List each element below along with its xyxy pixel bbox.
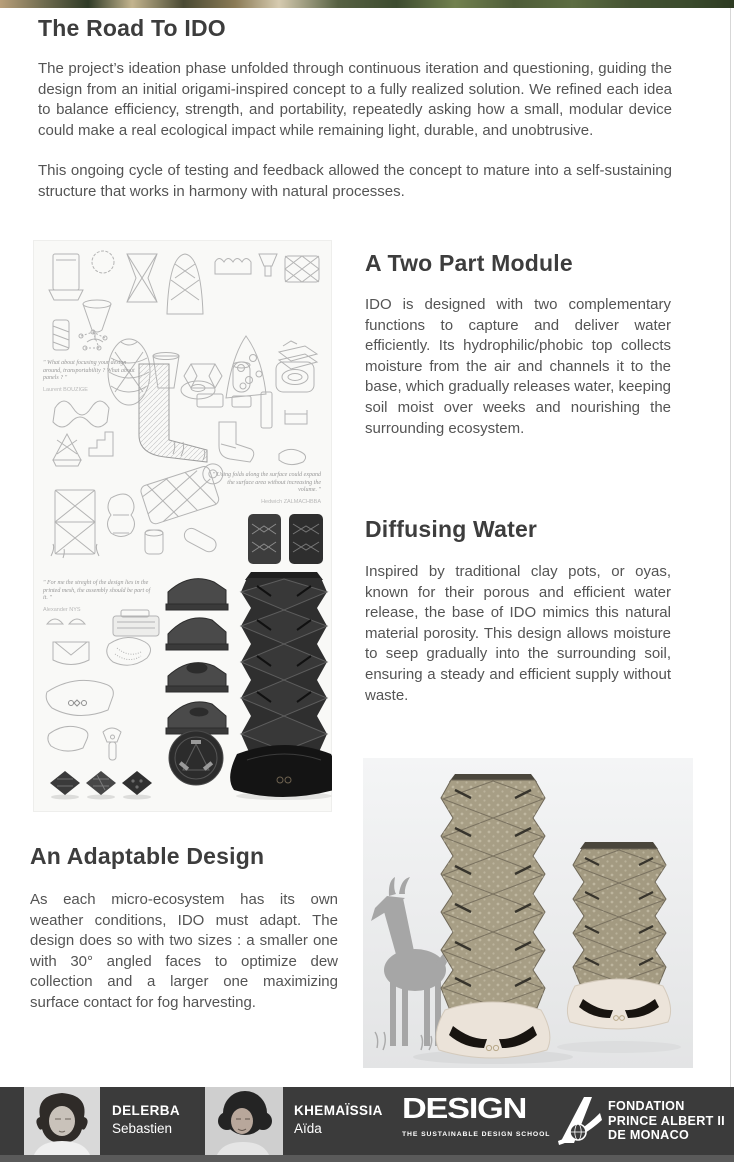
section-heading-adaptable-design: An Adaptable Design	[30, 843, 265, 869]
sketch-dark-swatches	[248, 514, 323, 564]
sustainable-design-school-logo	[402, 1091, 551, 1151]
sketch-collage-drawing	[33, 240, 332, 812]
footer-bar	[0, 1087, 734, 1155]
ideation-sketches-image	[33, 240, 332, 812]
member-photo-delerba	[24, 1087, 100, 1155]
intro-paragraph-1: The project’s ideation phase unfolded through continuous iteration and questioning, guiding the design from an initial origami-inspired concept to a fully realized solution. We refined each idea to balance efficiency, strength, and portability, repeatedly asking how a small, modular device could make a real ecological impact while remaining light, durable, and unobtrusive.	[38, 60, 672, 139]
school-logo-tagline: THE SUSTAINABLE DESIGN SCHOOL	[402, 1131, 551, 1138]
ido-short-tower	[567, 842, 670, 1029]
foundation-line-3: DE MONACO	[608, 1128, 690, 1143]
page-right-edge	[730, 8, 731, 1087]
sketch-quote-2	[211, 472, 321, 506]
fondation-prince-albert-logo	[556, 1095, 725, 1152]
ido-tall-tower	[436, 774, 550, 1058]
intro-paragraph-2: This ongoing cycle of testing and feedback allowed the concept to mature into a self-sustaining structure that works in harmony with natural processes.	[38, 162, 672, 200]
member-name-delerba	[112, 1103, 180, 1136]
sketch-quote-1-author: Laurent BOUZIGE	[43, 386, 88, 393]
school-logo-wordmark: DESIGN	[402, 1093, 527, 1125]
sketch-quote-3-text: " For me the streght of the design lies in the printed mesh, the assembly should be part of it. "	[43, 580, 151, 602]
section-body-two-part-module: IDO is designed with two complementary functions to capture and deliver water efficiently. Its hydrophilic/phobic top collects moisture from the air and channels it to the base, which gradually releases water, keeping soil moist over weeks and nourishing the surrounding ecosystem.	[365, 296, 672, 437]
member-name-khemaissia	[294, 1103, 383, 1136]
member-first-name: Aïda	[294, 1121, 322, 1136]
foundation-line-1: FONDATION	[608, 1099, 685, 1113]
foundation-line-2: PRINCE ALBERT II	[608, 1113, 725, 1128]
sketch-quote-3-author: Alexander NYS	[43, 606, 81, 613]
foundation-text	[608, 1099, 725, 1143]
intro-paragraphs	[38, 59, 672, 203]
sketch-quote-2-text: " Using folds along the surface could expand the surface area without increasing the volume. "	[212, 472, 321, 494]
sketch-quote-1	[43, 360, 145, 394]
product-render-drawing	[363, 758, 693, 1068]
sketch-quote-2-author: Hedwich ZALMACHBBA	[261, 498, 321, 505]
sketch-base-top-view	[169, 731, 223, 785]
section-heading-diffusing-water: Diffusing Water	[365, 516, 538, 542]
member-last-name: DELERBA	[112, 1103, 181, 1118]
product-photo	[363, 758, 693, 1068]
member-photo-khemaissia	[205, 1087, 283, 1155]
section-body-diffusing-water: Inspired by traditional clay pots, or oyas, known for their porous and efficient water release, the base of IDO mimics this natural material porosity. This design allows moisture to seep gradually into the surrounding soil, ensuring a steady and efficient supply without waste.	[365, 563, 671, 704]
member-first-name: Sebastien	[112, 1121, 173, 1136]
sketch-tower-render	[230, 572, 332, 800]
page-title: The Road To IDO	[38, 15, 226, 41]
section-body-adaptable-design: As each micro-ecosystem has its own weather conditions, IDO must adapt. The design does so with two sizes : a smaller one with 30° angled faces to optimize dew collection and a larger one maximizing surface contact for fog harvesting.	[30, 891, 338, 1011]
sketch-quote-1-text: " What about focusing your design around, transportability ? What about panels ? "	[43, 360, 135, 382]
foundation-a-icon	[556, 1095, 604, 1147]
header-photo-strip	[0, 0, 734, 8]
sketch-diamond-chips	[50, 771, 152, 800]
footer-bottom-strip	[0, 1155, 734, 1162]
section-heading-two-part-module: A Two Part Module	[365, 250, 573, 276]
member-last-name: KHEMAÏSSIA	[294, 1103, 383, 1118]
sketch-wedge-renders	[166, 579, 228, 734]
sketch-quote-3	[43, 580, 153, 614]
